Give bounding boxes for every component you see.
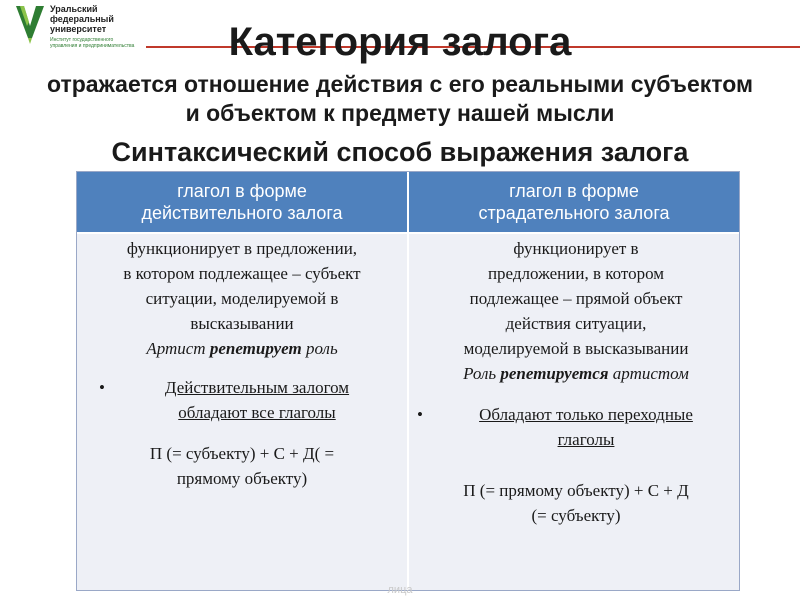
active-description: функционирует в предложении, в котором подлежащее – субъект ситуации, моделируемой в высказывании bbox=[123, 239, 361, 333]
passive-example-subject: Роль bbox=[463, 364, 501, 383]
active-example-verb: репетирует bbox=[209, 339, 302, 358]
slide-title: Категория залога bbox=[228, 20, 572, 64]
column-divider bbox=[407, 172, 409, 590]
passive-bullet bbox=[417, 402, 735, 452]
active-bullet-text: Действительным залогом обладают все глаголы bbox=[164, 378, 350, 422]
passive-description: функционирует в предложении, в котором подлежащее – прямой объект действия ситуации, моделируемой в высказывании bbox=[463, 239, 689, 358]
passive-example-agent: артистом bbox=[608, 364, 689, 383]
voice-comparison-table bbox=[76, 171, 740, 591]
bullet-icon: • bbox=[417, 405, 423, 424]
passive-bullet-text: Обладают только переходные глаголы bbox=[479, 405, 693, 449]
header-passive-voice: глагол в форме страдательного залога bbox=[478, 181, 670, 223]
slide-section-heading: Синтаксический способ выражения залога bbox=[111, 137, 689, 167]
slide-subtitle: отражается отношение действия с его реальными субъектом и объектом к предмету нашей мысли bbox=[47, 71, 753, 126]
active-bullet bbox=[81, 375, 403, 425]
logo-line-1: Уральский bbox=[50, 4, 98, 14]
active-example-object: роль bbox=[301, 339, 338, 358]
logo-line-3: университет bbox=[50, 24, 107, 34]
active-example-subject: Артист bbox=[146, 339, 210, 358]
row-divider bbox=[77, 232, 739, 234]
passive-formula: П (= прямому объекту) + С + Д (= субъекту) bbox=[463, 481, 689, 525]
logo-sub-1: Институт государственного bbox=[50, 37, 114, 43]
logo-sub-2: управления и предпринимательства bbox=[50, 43, 135, 49]
passive-example-verb: репетируется bbox=[500, 364, 609, 383]
header-active-voice: глагол в форме действительного залога bbox=[141, 181, 343, 223]
active-formula: П (= субъекту) + С + Д( = прямому объекту) bbox=[149, 444, 335, 488]
passive-example bbox=[417, 361, 735, 386]
logo-line-2: федеральный bbox=[50, 14, 114, 24]
footer-text: лица bbox=[387, 584, 413, 596]
cell-active-voice bbox=[81, 236, 403, 491]
active-example bbox=[81, 336, 403, 361]
bullet-icon: • bbox=[99, 378, 105, 397]
cell-passive-voice bbox=[417, 236, 735, 528]
